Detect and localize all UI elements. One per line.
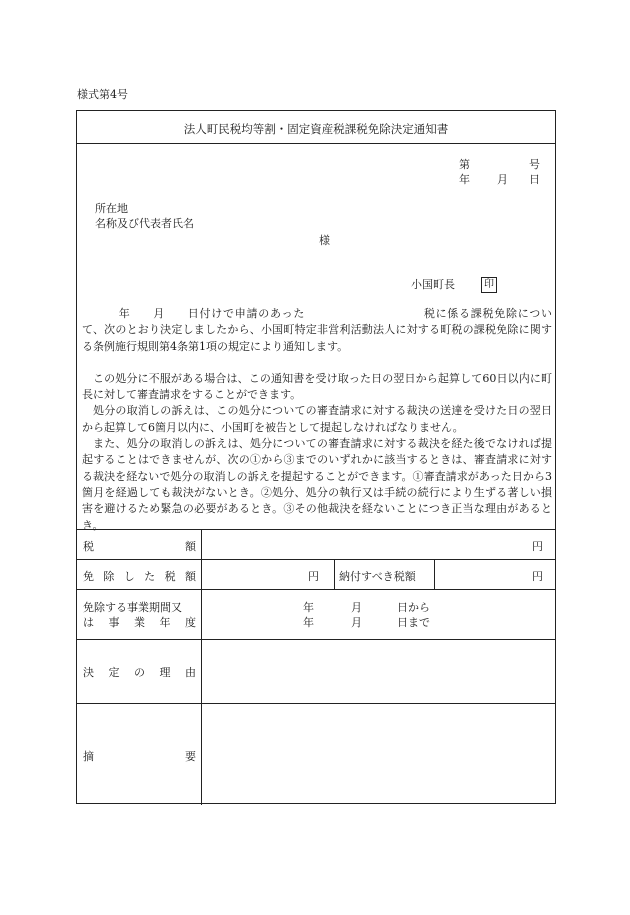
period-label-line1: 免除する事業期間又 bbox=[83, 601, 182, 614]
row-divider bbox=[77, 589, 555, 590]
payable-amount-label: 納付すべき税額 bbox=[339, 570, 416, 583]
period-from-month: 月 bbox=[351, 601, 362, 614]
row-divider bbox=[77, 703, 555, 704]
date-month: 月 bbox=[497, 173, 508, 186]
period-to-day: 日まで bbox=[397, 616, 430, 629]
body-tax-exemption: 税に係る課税免除につ bbox=[423, 307, 542, 320]
issuer-name: 小国町長 bbox=[411, 278, 455, 291]
body-para1-rest: いて、次のとおり決定しましたから、小国町特定非営利活動法人に対する町税の課税免除に関する条例施行規則第4条第1項の規定により通知します。 bbox=[82, 307, 553, 353]
reason-label: 決 定 の 理 由 bbox=[83, 666, 196, 679]
exempt-amount-label: 免 除 し た 税 額 bbox=[83, 570, 196, 583]
body-year: 年 bbox=[118, 307, 131, 320]
issuer bbox=[411, 276, 497, 293]
notice-body bbox=[82, 306, 552, 534]
honorific: 様 bbox=[319, 234, 330, 247]
exempt-amount-yen: 円 bbox=[308, 570, 319, 583]
period-to-month: 月 bbox=[351, 616, 362, 629]
payable-amount-yen: 円 bbox=[532, 570, 543, 583]
name-label: 名称及び代表者氏名 bbox=[95, 217, 194, 230]
address-label: 所在地 bbox=[95, 202, 128, 215]
divider bbox=[77, 143, 555, 144]
body-para4: また、処分の取消しの訴えは、処分についての審査請求に対する裁決を経た後でなければ提起することはできませんが、次の①から③までのいずれかに該当するときは、審査請求に対する裁決を経ないで処分の取消しの訴えを提起することができます。①審査請求があった日から3箇月を経過しても裁決がないとき。②処分、処分の執行又は手続の続行により生ずる著しい損害を避けるため緊急の必要があるとき。③その他裁決を経ないことにつき正当な理由があるとき。 bbox=[82, 437, 552, 532]
body-month: 月 bbox=[152, 307, 165, 320]
number-prefix: 第 bbox=[459, 158, 470, 171]
summary-label: 摘 要 bbox=[83, 750, 196, 763]
body-para3: 処分の取消しの訴えは、この処分についての審査請求に対する裁決の送達を受けた日の翌日から起算して6箇月以内に、小国町を被告として提起しなければなりません。 bbox=[82, 404, 552, 434]
label-column-line bbox=[201, 529, 202, 805]
period-label-line2: は 事 業 年 度 bbox=[83, 616, 196, 629]
cell-divider bbox=[334, 559, 335, 589]
number-suffix: 号 bbox=[529, 158, 540, 171]
row-divider bbox=[77, 639, 555, 640]
date-year: 年 bbox=[459, 173, 470, 186]
notice-form bbox=[76, 110, 556, 804]
body-application-date: 日付けで申請のあった bbox=[187, 307, 306, 320]
form-title: 法人町民税均等割・固定資産税課税免除決定通知書 bbox=[183, 122, 449, 136]
seal-mark: 印 bbox=[481, 277, 497, 293]
period-from-day: 日から bbox=[397, 601, 430, 614]
form-number: 様式第4号 bbox=[77, 88, 128, 101]
period-to-year: 年 bbox=[303, 616, 314, 629]
cell-divider bbox=[434, 559, 435, 589]
row-divider bbox=[77, 559, 555, 560]
body-para2: この処分に不服がある場合は、この通知書を受け取った日の翌日から起算して60日以内に町長に対して審査請求をすることができます。 bbox=[82, 371, 552, 402]
tax-amount-label: 税 額 bbox=[83, 540, 196, 553]
date-day: 日 bbox=[529, 173, 540, 186]
period-from-year: 年 bbox=[303, 601, 314, 614]
tax-amount-yen: 円 bbox=[532, 540, 543, 553]
table-top-line bbox=[77, 529, 555, 530]
